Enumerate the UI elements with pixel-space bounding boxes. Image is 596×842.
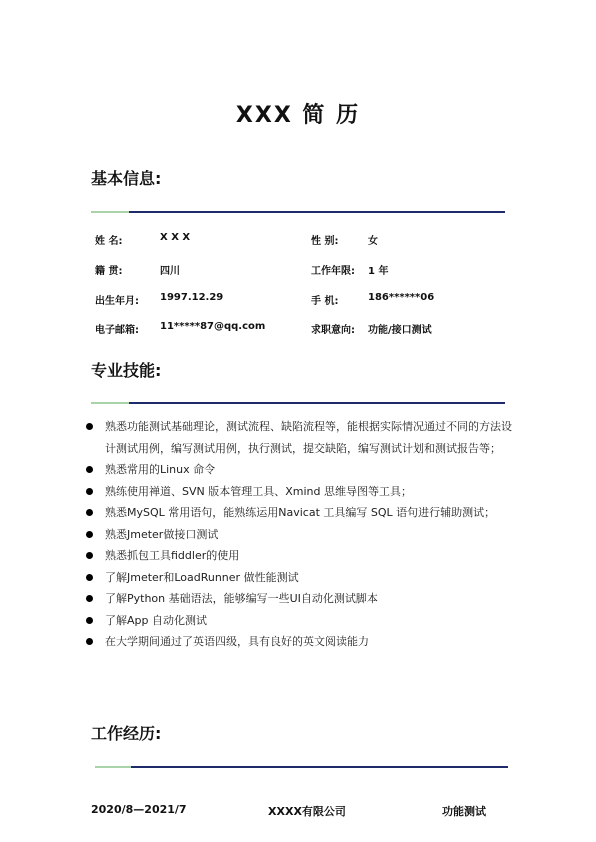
work-period: 2020/8—2021/7 (91, 803, 187, 816)
birth-value: 1997.12.29 (160, 292, 224, 303)
skill-item (86, 545, 520, 567)
birth-label: 出生年月: (95, 296, 139, 307)
skill-text: 在大学期间通过了英语四级，具有良好的英文阅读能力 (105, 635, 369, 648)
bullet-icon (86, 423, 93, 430)
origin-value: 四川 (160, 266, 180, 277)
section-title-work: 工作经历: (91, 724, 162, 743)
bullet-icon (86, 552, 93, 559)
bullet-icon (86, 617, 93, 624)
skill-text: 了解Jmeter和LoadRunner 做性能测试 (105, 570, 299, 584)
skill-item (86, 631, 520, 653)
section-title-skills: 专业技能: (91, 361, 162, 380)
work-role: 功能测试 (442, 805, 486, 818)
gender-value: 女 (368, 236, 378, 247)
bullet-icon (86, 574, 93, 581)
name-value: X X X (160, 232, 191, 243)
bullet-icon (86, 488, 93, 495)
email-value: 11*****87@qq.com (160, 321, 266, 332)
section-title-basic: 基本信息: (91, 169, 162, 188)
origin-label: 籍 贯: (95, 266, 123, 277)
skill-text: 了解App 自动化测试 (105, 613, 207, 627)
skill-item (86, 416, 520, 459)
years-label: 工作年限: (311, 266, 355, 277)
intent-label: 求职意向: (311, 325, 355, 336)
bullet-icon (86, 638, 93, 645)
bullet-icon (86, 509, 93, 516)
bullet-icon (86, 531, 93, 538)
skills-list (86, 416, 520, 653)
bullet-icon (86, 466, 93, 473)
work-company: XXXX有限公司 (268, 805, 346, 818)
skill-item (86, 481, 520, 503)
skill-item (86, 610, 520, 632)
divider-basic (91, 211, 505, 213)
skill-text: 熟悉Jmeter做接口测试 (105, 527, 219, 541)
skill-text: 熟练使用禅道、SVN 版本管理工具、Xmind 思维导图等工具； (105, 484, 412, 498)
skill-text: 熟悉MySQL 常用语句，能熟练运用Navicat 工具编写 SQL 语句进行辅助测试； (105, 506, 496, 519)
name-label: 姓 名: (95, 236, 123, 247)
skill-item (86, 502, 520, 524)
skill-item (86, 459, 520, 481)
divider-work (95, 766, 508, 768)
skill-text: 熟悉常用的Linux 命令 (105, 463, 216, 476)
resume-title: XXX 简 历 (235, 103, 361, 128)
skill-item (86, 588, 520, 610)
phone-label: 手 机: (311, 296, 339, 307)
email-label: 电子邮箱: (95, 325, 139, 336)
years-value: 1 年 (368, 266, 389, 277)
skill-text: 了解Python 基础语法，能够编写一些UI自动化测试脚本 (105, 592, 378, 605)
skill-text: 熟悉功能测试基础理论，测试流程、缺陷流程等，能根据实际情况通过不同的方法设计测试用例，编写测试用例，执行测试，提交缺陷，编写测试计划和测试报告等； (105, 420, 512, 455)
skill-item (86, 524, 520, 546)
bullet-icon (86, 595, 93, 602)
gender-label: 性 别: (311, 236, 339, 247)
skill-text: 熟悉抓包工具fiddler的使用 (105, 549, 240, 562)
intent-value: 功能/接口测试 (368, 325, 432, 336)
phone-value: 186******06 (368, 292, 435, 303)
skill-item (86, 567, 520, 589)
divider-skills (91, 402, 505, 404)
